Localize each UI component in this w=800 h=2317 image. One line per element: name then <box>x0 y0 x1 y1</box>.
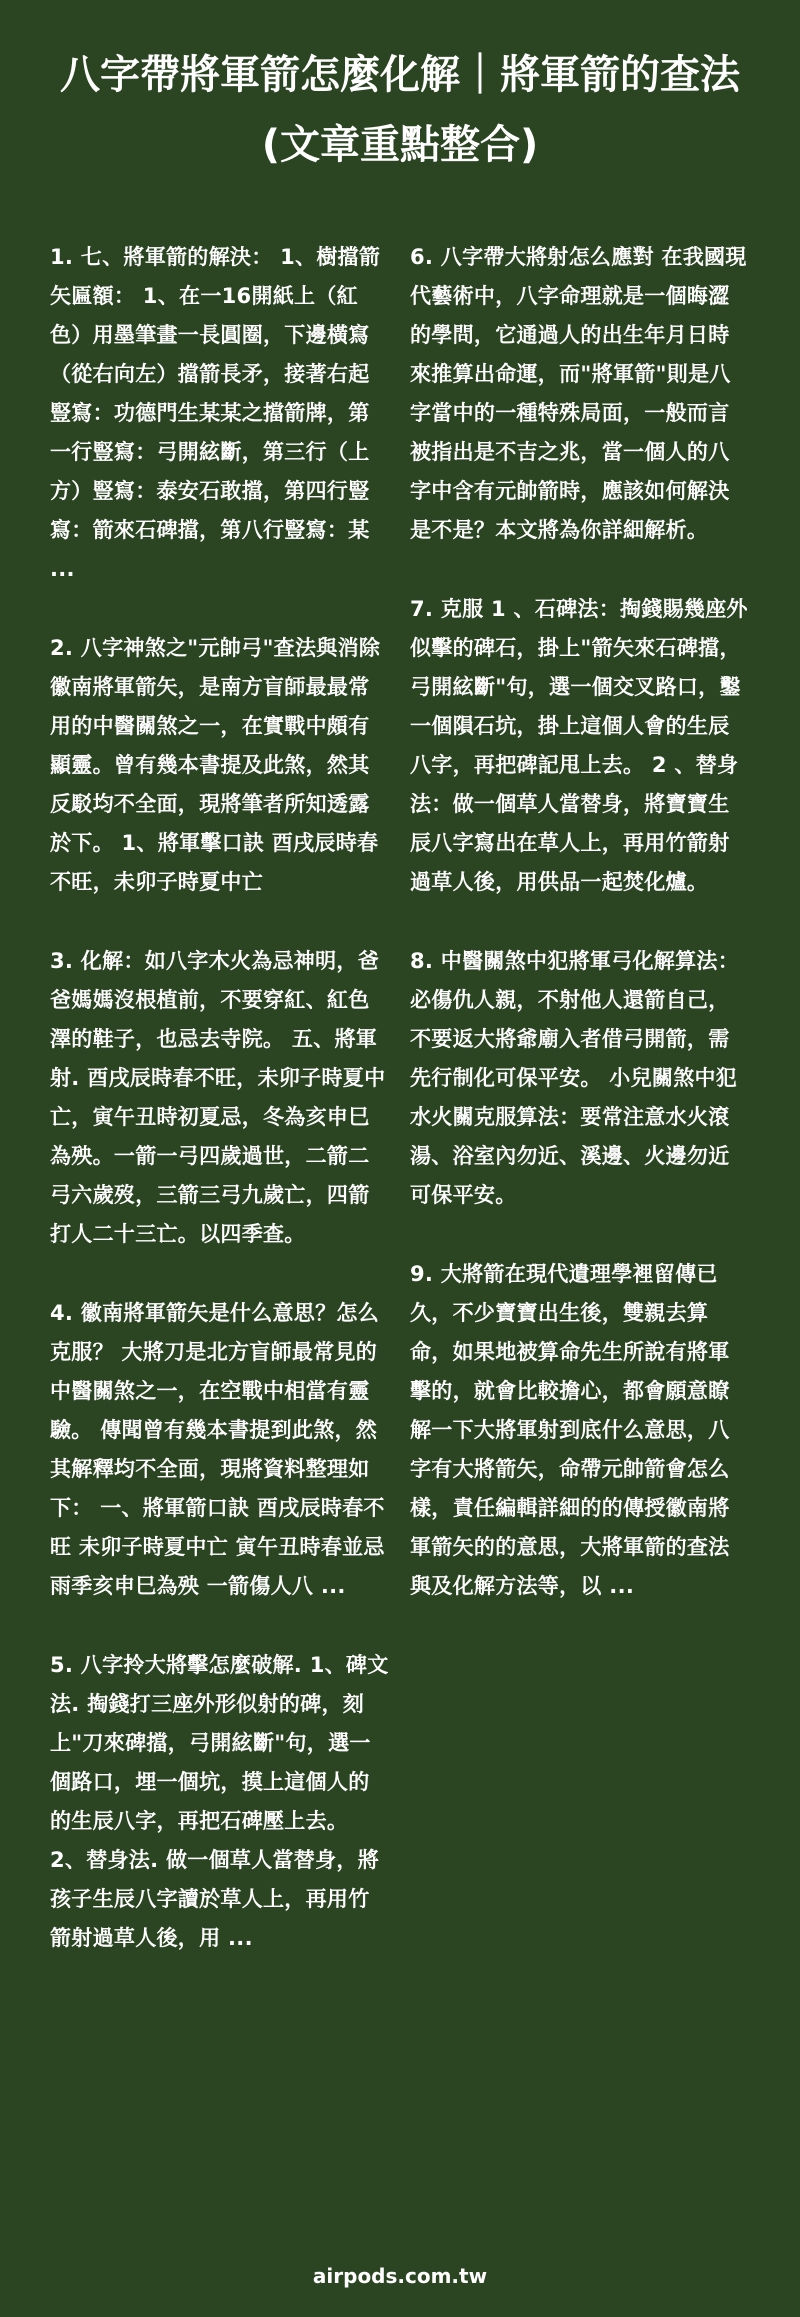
article-section-8: 8. 中醫關煞中犯將軍弓化解算法：必傷仇人親，不射他人還箭自己，不要返大將爺廟入者借弓開箭，需先行制化可保平安。 小兒關煞中犯水火關克服算法：要常注意水火滾湯、浴室內勿近、溪邊、火邊勿近可保平安。 <box>410 949 739 1207</box>
site-footer: airpods.com.tw <box>312 2264 488 2288</box>
article-section-1: 1. 七、將軍箭的解決： 1、樹擋箭矢匾額： 1、在一16開紙上（紅色）用墨筆畫一長圓圈，下邊橫寫（從右向左）擋箭長矛，接著右起豎寫：功德門生某某之擋箭牌，第一行豎寫：弓開絃斷，第三行（上方）豎寫：泰安石敢擋，第四行豎寫：箭來石碑擋，第八行豎寫：某 ... <box>50 245 381 581</box>
article-section-6: 6. 八字帶大將射怎么應對 在我國現代藝術中，八字命理就是一個晦澀的學問，它通過人的出生年月日時來推算出命運，而"將軍箭"則是八字當中的一種特殊局面，一般而言被指出是不吉之兆，當一個人的八字中含有元帥箭時，應該如何解決是不是？本文將為你詳細解析。 <box>410 245 747 542</box>
article-section-9: 9. 大將箭在現代遺理學裡留傳已久，不少寶寶出生後，雙親去算命，如果地被算命先生所說有將軍擊的，就會比較擔心，都會願意瞭解一下大將軍射到底什么意思，八字有大將箭矢，命帶元帥箭會怎么樣，責任編輯詳細的的傳授徽南將軍箭矢的的意思，大將軍箭的查法與及化解方法等，以 ... <box>410 1262 730 1598</box>
article-section-4: 4. 徽南將軍箭矢是什么意思？怎么克服？ 大將刀是北方盲師最常見的中醫關煞之一，在空戰中相當有靈驗。 傳聞曾有幾本書提到此煞，然其解釋均不全面，現將資料整理如下： 一、將軍箭口訣 酉戌辰時春不旺 未卯子時夏中亡 寅午丑時春並忌 雨季亥申巳為殃 一箭傷人八 ... <box>50 1301 385 1598</box>
page-title <box>0 40 800 180</box>
left-column <box>50 238 390 1998</box>
article-section-3: 3. 化解：如八字木火為忌神明，爸爸媽媽沒根植前，不要穿紅、紅色澤的鞋子，也忌去寺院。 五、將軍射. 酉戌辰時春不旺，未卯子時夏中亡，寅午丑時初夏忌，冬為亥申巳為殃。一箭一弓四歲過世，二箭二弓六歲歿，三箭三弓九歲亡，四箭打人二十三亡。以四季查。 <box>50 949 386 1246</box>
right-column <box>410 238 750 1646</box>
article-section-2: 2. 八字神煞之"元帥弓"查法與消除 徽南將軍箭矢，是南方盲師最最常用的中醫關煞之一，在實戰中頗有顯靈。曾有幾本書提及此煞，然其反駁均不全面，現將筆者所知透露於下。 1、將軍擊口訣 酉戌辰時春不旺，未卯子時夏中亡 <box>50 636 381 894</box>
page-title-line-1: 八字帶將軍箭怎麼化解｜將軍箭的查法 <box>60 52 740 98</box>
article-section-7: 7. 克服 1 、石碑法：掏錢賜幾座外似擊的碑石，掛上"箭矢來石碑擋，弓開絃斷"句，選一個交叉路口，鑿一個隕石坑，掛上這個人會的生辰八字，再把碑記甩上去。 2 、替身法：做一個草人當替身，將寶寶生辰八字寫出在草人上，再用竹箭射過草人後，用供品一起焚化爐。 <box>410 597 748 894</box>
page-title-line-2: (文章重點整合) <box>261 122 539 168</box>
article-section-5: 5. 八字拎大將擊怎麼破解. 1、碑文法. 掏錢打三座外形似射的碑，刻上"刀來碑擋，弓開絃斷"句，選一個路口，埋一個坑，摸上這個人的的生辰八字，再把石碑壓上去。 2、替身法. 做一個草人當替身，將孩子生辰八字讀於草人上，再用竹箭射過草人後，用 ... <box>50 1653 389 1950</box>
